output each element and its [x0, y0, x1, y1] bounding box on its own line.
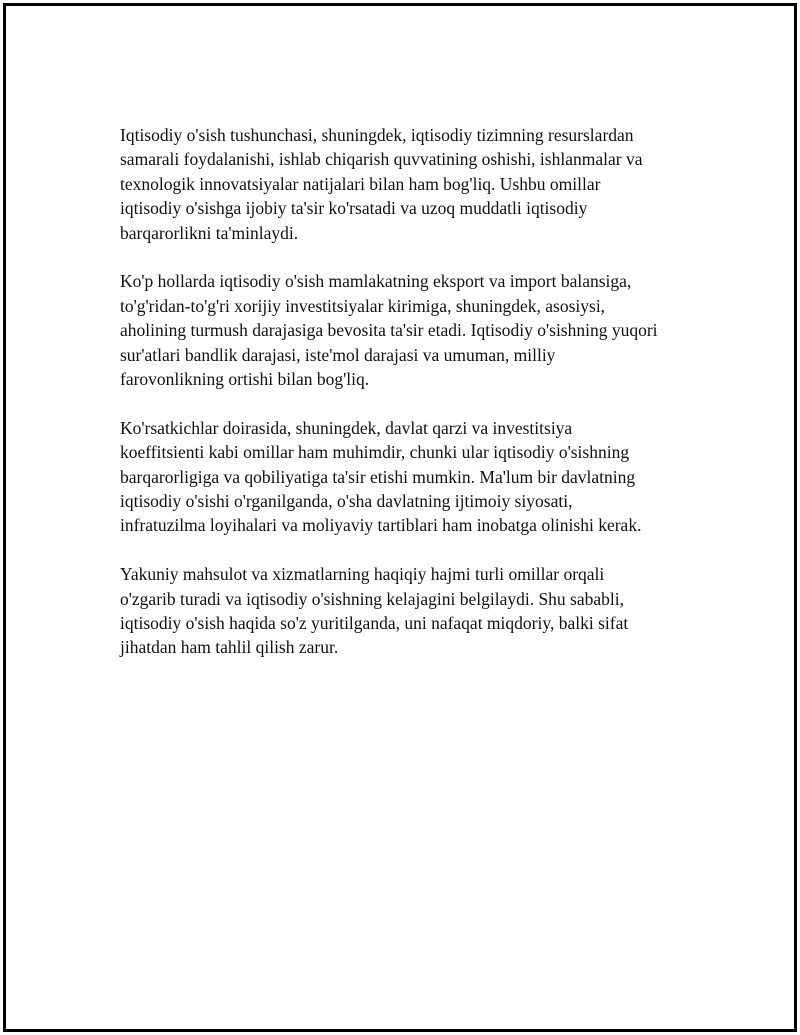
text-line: iqtisodiy o'sishi o'rganilganda, o'sha davlatning ijtimoiy siyosati, — [120, 491, 573, 512]
paragraph-1 — [120, 123, 710, 245]
paragraph-2 — [120, 269, 710, 391]
text-line: Ko'rsatkichlar doirasida, shuningdek, davlat qarzi va investitsiya — [120, 417, 573, 438]
text-line: farovonlikning ortishi bilan bog'liq. — [120, 369, 370, 390]
paragraph-3 — [120, 416, 710, 538]
document-body — [120, 123, 710, 684]
text-line: infratuzilma loyihalari va moliyaviy tartiblari ham inobatga olinishi kerak. — [120, 515, 642, 536]
text-line: Yakuniy mahsulot va xizmatlarning haqiqiy hajmi turli omillar orqali — [120, 564, 605, 585]
text-line: samarali foydalanishi, ishlab chiqarish quvvatining oshishi, ishlanmalar va — [120, 149, 643, 170]
text-line: o'zgarib turadi va iqtisodiy o'sishning kelajagini belgilaydi. Shu sababli, — [120, 588, 625, 609]
text-line: texnologik innovatsiyalar natijalari bilan ham bog'liq. Ushbu omillar — [120, 173, 601, 194]
page-frame — [3, 3, 797, 1032]
text-line: koeffitsienti kabi omillar ham muhimdir, chunki ular iqtisodiy o'sishning — [120, 442, 630, 463]
text-line: jihatdan ham tahlil qilish zarur. — [120, 637, 339, 658]
text-line: iqtisodiy o'sishga ijobiy ta'sir ko'rsatadi va uzoq muddatli iqtisodiy — [120, 198, 588, 219]
text-line: aholining turmush darajasiga bevosita ta'sir etadi. Iqtisodiy o'sishning yuqori — [120, 320, 658, 341]
paragraph-4 — [120, 562, 710, 660]
text-line: Iqtisodiy o'sish tushunchasi, shuningdek, iqtisodiy tizimning resurslardan — [120, 125, 634, 145]
text-line: iqtisodiy o'sish haqida so'z yuritilganda, uni nafaqat miqdoriy, balki sifat — [120, 613, 629, 634]
text-line: sur'atlari bandlik darajasi, iste'mol darajasi va umuman, milliy — [120, 344, 556, 365]
text-line: barqarorligiga va qobiliyatiga ta'sir etishi mumkin. Ma'lum bir davlatning — [120, 466, 636, 487]
text-line: to'g'ridan-to'g'ri xorijiy investitsiyalar kirimiga, shuningdek, asosiysi, — [120, 295, 606, 316]
text-line: Ko'p hollarda iqtisodiy o'sish mamlakatning eksport va import balansiga, — [120, 271, 632, 292]
text-line: barqarorlikni ta'minlaydi. — [120, 222, 299, 243]
